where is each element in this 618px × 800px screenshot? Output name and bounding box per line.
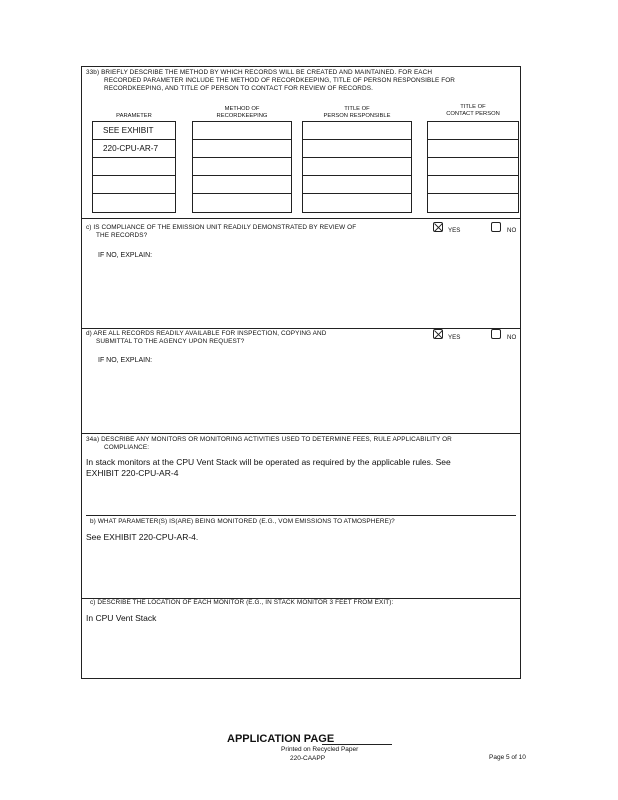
application-page-title: APPLICATION PAGE <box>227 733 335 745</box>
q33d-no-checkbox[interactable] <box>491 329 501 339</box>
method-column[interactable] <box>192 121 292 213</box>
q34b-answer[interactable]: See EXHIBIT 220-CPU-AR-4. <box>86 532 199 542</box>
q34c-answer[interactable]: In CPU Vent Stack <box>86 613 157 623</box>
q33d-yes-checkbox[interactable] <box>433 329 443 339</box>
q34b-question: b) WHAT PARAMETER(S) IS(ARE) BEING MONITORED (E.G., VOM EMISSIONS TO ATMOSPHERE)? <box>90 518 395 525</box>
answer-line <box>86 515 516 516</box>
divider <box>82 433 520 434</box>
q33c-yes-checkbox[interactable] <box>433 222 443 232</box>
q33d-explain-label: IF NO, EXPLAIN: <box>98 357 153 364</box>
q33c-yes-label: YES <box>448 227 461 234</box>
col-contact-header: TITLE OF CONTACT PERSON <box>446 104 500 117</box>
q33c-question: c) IS COMPLIANCE OF THE EMISSION UNIT READILY DEMONSTRATED BY REVIEW OF THE RECORDS? <box>86 224 357 239</box>
q33b-line1: 33b) BRIEFLY DESCRIBE THE METHOD BY WHICH RECORDS WILL BE CREATED AND MAINTAINED. FOR EACH <box>86 69 433 76</box>
col-method-header: METHOD OF RECORDKEEPING <box>216 106 268 119</box>
col-person-header: TITLE OF PERSON RESPONSIBLE <box>323 106 391 119</box>
q33c-explain-label: IF NO, EXPLAIN: <box>98 252 153 259</box>
contact-column[interactable] <box>427 121 519 213</box>
parameter-column <box>92 121 176 213</box>
q33c-no-label: NO <box>507 227 517 234</box>
divider <box>82 218 520 219</box>
col-parameter-header: PARAMETER <box>116 113 152 119</box>
printed-on-recycled: Printed on Recycled Paper <box>281 746 359 753</box>
parameter-cell-2[interactable]: 220-CPU-AR-7 <box>103 144 159 153</box>
divider <box>82 328 520 329</box>
q34a-answer[interactable]: In stack monitors at the CPU Vent Stack will be operated as required by the applicable rules. See EXHIBIT 220-CPU-AR-4 <box>86 457 451 478</box>
parameter-cell-1[interactable]: SEE EXHIBIT <box>103 126 154 135</box>
person-column[interactable] <box>302 121 412 213</box>
q33b-question <box>86 69 518 93</box>
application-page-blank[interactable] <box>322 744 392 745</box>
q33d-yes-label: YES <box>448 334 461 341</box>
q33c-no-checkbox[interactable] <box>491 222 501 232</box>
q33b-line2: RECORDED PARAMETER INCLUDE THE METHOD OF RECORDKEEPING, TITLE OF PERSON RESPONSIBLE FOR <box>104 77 456 84</box>
q33b-line3: RECORDKEEPING, AND TITLE OF PERSON TO CONTACT FOR REVIEW OF RECORDS. <box>104 85 373 92</box>
q34c-question: c) DESCRIBE THE LOCATION OF EACH MONITOR (E.G., IN STACK MONITOR 3 FEET FROM EXIT): <box>90 599 394 606</box>
q33d-question: d) ARE ALL RECORDS READILY AVAILABLE FOR INSPECTION, COPYING AND SUBMITTAL TO THE AGENCY UPON REQUEST? <box>86 330 327 345</box>
q34a-question: 34a) DESCRIBE ANY MONITORS OR MONITORING ACTIVITIES USED TO DETERMINE FEES, RULE APPLICABILITY OR COMPLIANCE: <box>86 436 452 451</box>
form-frame <box>81 66 521 679</box>
page-number: Page 5 of 10 <box>489 754 526 761</box>
form-number: 220-CAAPP <box>290 755 326 762</box>
q33d-no-label: NO <box>507 334 517 341</box>
